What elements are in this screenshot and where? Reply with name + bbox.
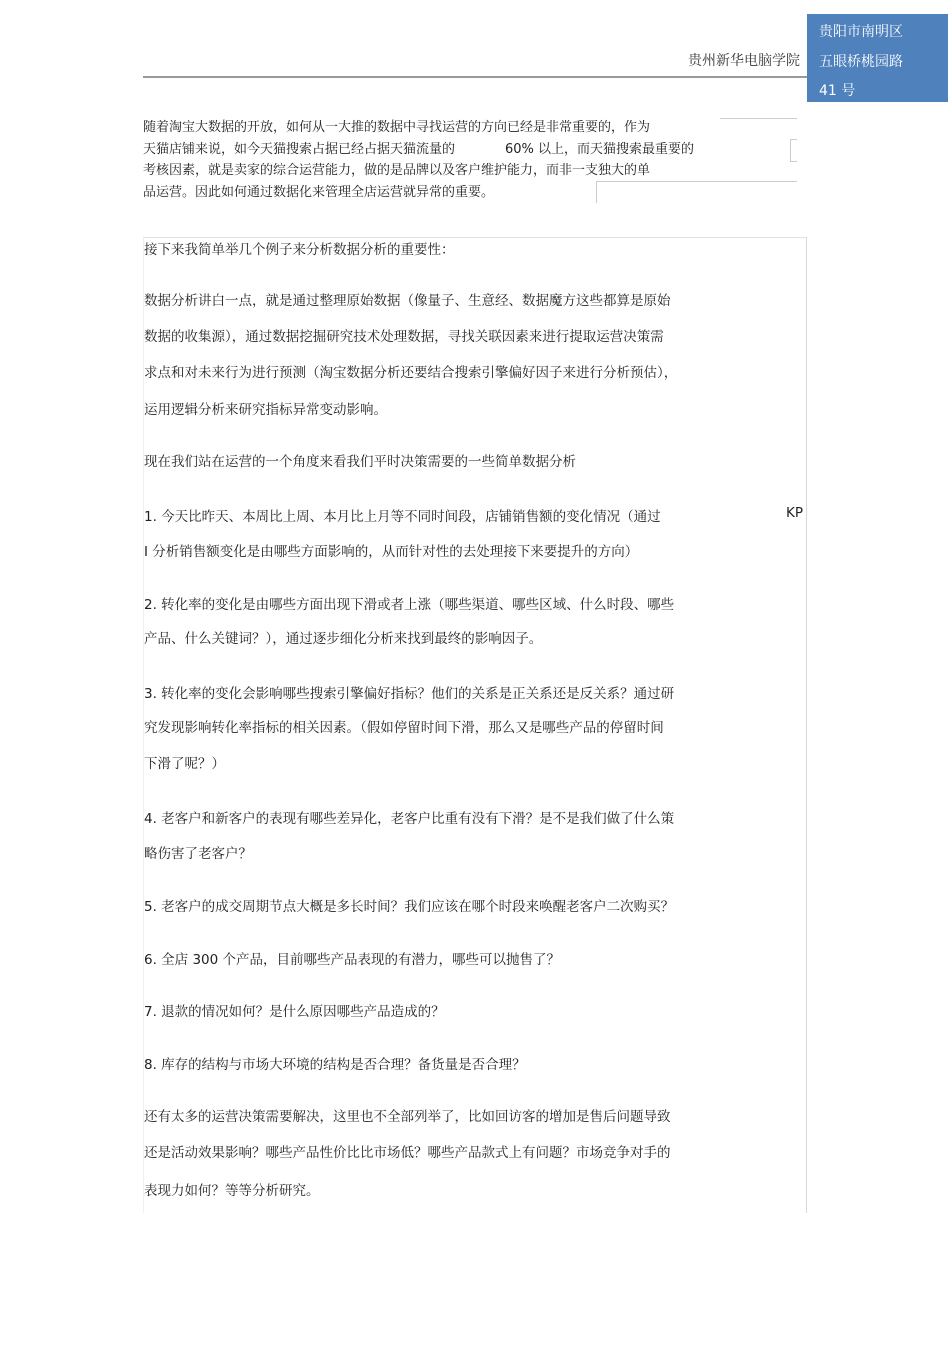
list-item-1: I 分析销售额变化是由哪些方面影响的，从而针对性的去处理接下来要提升的方向） — [144, 544, 639, 560]
address-line: 41 号 — [819, 83, 856, 99]
header-school-name: 贵州新华电脑学院 — [688, 53, 800, 69]
address-box — [807, 14, 948, 102]
paragraph-line: 数据分析讲白一点，就是通过整理原始数据（像量子、生意经、数据魔方这些都算是原始 — [144, 293, 671, 309]
list-item-2: 产品、什么关键词？），通过逐步细化分析来找到最终的影响因子。 — [144, 631, 543, 647]
closing-line: 表现力如何？等等分析研究。 — [144, 1183, 320, 1199]
list-item-3: 下滑了呢？） — [144, 756, 225, 772]
list-item-7: 7. 退款的情况如何？是什么原因哪些产品造成的？ — [144, 1004, 445, 1020]
closing-line: 还有太多的运营决策需要解决，这里也不全部列举了，比如回访客的增加是售后问题导致 — [144, 1109, 671, 1125]
address-line: 贵阳市南明区 — [819, 24, 903, 40]
content-frame — [143, 237, 807, 1213]
intro-paragraph — [143, 117, 803, 203]
intro-line-part: 天猫店铺来说，如今天猫搜索占据已经占据天猫流量的 — [143, 141, 456, 157]
intro-line-part: 60% 以上，而天猫搜索最重要的 — [505, 141, 695, 157]
lead-text: 接下来我简单举几个例子来分析数据分析的重要性： — [144, 242, 455, 258]
list-item-3: 究发现影响转化率指标的相关因素。（假如停留时间下滑，那么又是哪些产品的停留时间 — [144, 720, 664, 736]
list-item-2: 2. 转化率的变化是由哪些方面出现下滑或者上涨（哪些渠道、哪些区域、什么时段、哪些 — [144, 597, 675, 613]
header-divider — [143, 76, 813, 78]
paragraph-line: 求点和对未来行为进行预测（淘宝数据分析还要结合搜索引擎偏好因子来进行分析预估）， — [144, 365, 678, 381]
paragraph-line: 运用逻辑分析来研究指标异常变动影响。 — [144, 402, 387, 418]
intro-line — [143, 139, 803, 161]
paragraph-line: 数据的收集源），通过数据挖掘研究技术处理数据，寻找关联因素来进行提取运营决策需 — [144, 329, 664, 345]
list-item-4: 4. 老客户和新客户的表现有哪些差异化，老客户比重有没有下滑？是不是我们做了什么策 — [144, 811, 675, 827]
list-item-3: 3. 转化率的变化会影响哪些搜索引擎偏好指标？他们的关系是正关系还是反关系？通过研 — [144, 686, 675, 702]
list-item-1: 1. 今天比昨天、本周比上周、本月比上月等不同时间段，店铺销售额的变化情况（通过 — [144, 509, 661, 525]
paragraph-line: 现在我们站在运营的一个角度来看我们平时决策需要的一些简单数据分析 — [144, 454, 576, 470]
address-line: 五眼桥桃园路 — [819, 53, 903, 70]
list-item-1-kp: KP — [786, 505, 803, 521]
list-item-8: 8. 库存的结构与市场大环境的结构是否合理？备货量是否合理？ — [144, 1057, 526, 1073]
list-item-6: 6. 全店 300 个产品，目前哪些产品表现的有潜力，哪些可以抛售了？ — [144, 952, 561, 968]
intro-line: 品运营。因此如何通过数据化来管理全店运营就异常的重要。 — [143, 184, 495, 200]
list-item-5: 5. 老客户的成交周期节点大概是多长时间？我们应该在哪个时段来唤醒老客户二次购买？ — [144, 899, 675, 915]
list-item-4: 略伤害了老客户？ — [144, 846, 252, 862]
closing-line: 还是活动效果影响？哪些产品性价比比市场低？哪些产品款式上有问题？市场竞争对手的 — [144, 1145, 671, 1161]
intro-line: 随着淘宝大数据的开放，如何从一大推的数据中寻找运营的方向已经是非常重要的，作为 — [143, 120, 651, 135]
intro-line: 考核因素，就是卖家的综合运营能力，做的是品牌以及客户维护能力，而非一支独大的单 — [143, 163, 651, 178]
